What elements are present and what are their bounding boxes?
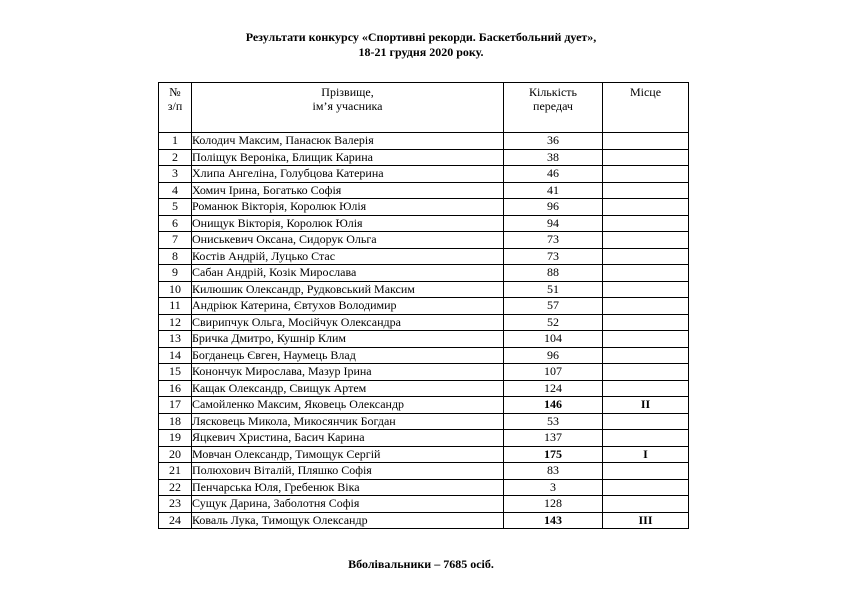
participant-names: Пенчарська Юля, Гребенюк Віка [192, 479, 504, 496]
table-row [159, 149, 689, 166]
table-row [159, 166, 689, 183]
header-name: Прізвище, ім’я учасника [192, 83, 504, 133]
participant-names: Ониськевич Оксана, Сидорук Ольга [192, 232, 504, 249]
pass-count: 73 [504, 232, 603, 249]
participant-names: Лясковець Микола, Микосянчик Богдан [192, 413, 504, 430]
table-row [159, 215, 689, 232]
participant-names: Колодич Максим, Панасюк Валерія [192, 133, 504, 150]
table-row [159, 133, 689, 150]
document-title [0, 30, 842, 60]
table-row [159, 298, 689, 315]
place-cell [603, 331, 689, 348]
row-number: 13 [159, 331, 192, 348]
row-number: 12 [159, 314, 192, 331]
pass-count: 36 [504, 133, 603, 150]
participant-names: Килюшик Олександр, Рудковський Максим [192, 281, 504, 298]
participant-names: Костів Андрій, Луцько Стас [192, 248, 504, 265]
place-cell [603, 380, 689, 397]
place-cell [603, 281, 689, 298]
row-number: 1 [159, 133, 192, 150]
row-number: 5 [159, 199, 192, 216]
place-cell [603, 463, 689, 480]
row-number: 11 [159, 298, 192, 315]
pass-count: 137 [504, 430, 603, 447]
place-cell [603, 182, 689, 199]
table-row [159, 364, 689, 381]
participant-names: Самойленко Максим, Яковець Олександр [192, 397, 504, 414]
place-cell [603, 166, 689, 183]
participant-names: Поліщук Вероніка, Блищик Карина [192, 149, 504, 166]
row-number: 6 [159, 215, 192, 232]
participant-names: Мовчан Олександр, Тимощук Сергій [192, 446, 504, 463]
pass-count: 51 [504, 281, 603, 298]
pass-count: 175 [504, 446, 603, 463]
table-row [159, 281, 689, 298]
row-number: 19 [159, 430, 192, 447]
pass-count: 88 [504, 265, 603, 282]
participant-names: Хомич Ірина, Богатько Софія [192, 182, 504, 199]
place-cell [603, 364, 689, 381]
header-num: № з/п [159, 83, 192, 133]
place-cell: ІІ [603, 397, 689, 414]
participant-names: Хлипа Ангеліна, Голубцова Катерина [192, 166, 504, 183]
place-cell [603, 232, 689, 249]
pass-count: 104 [504, 331, 603, 348]
row-number: 24 [159, 512, 192, 529]
row-number: 22 [159, 479, 192, 496]
place-cell: ІІІ [603, 512, 689, 529]
table-row [159, 446, 689, 463]
table-row [159, 430, 689, 447]
place-cell [603, 298, 689, 315]
participant-names: Сущук Дарина, Заболотня Софія [192, 496, 504, 513]
participant-names: Онищук Вікторія, Королюк Юлія [192, 215, 504, 232]
place-cell: І [603, 446, 689, 463]
row-number: 2 [159, 149, 192, 166]
row-number: 10 [159, 281, 192, 298]
pass-count: 83 [504, 463, 603, 480]
pass-count: 96 [504, 199, 603, 216]
pass-count: 53 [504, 413, 603, 430]
place-cell [603, 496, 689, 513]
row-number: 14 [159, 347, 192, 364]
pass-count: 124 [504, 380, 603, 397]
table-body [159, 133, 689, 529]
participant-names: Яцкевич Христина, Басич Карина [192, 430, 504, 447]
participant-names: Богданець Євген, Наумець Влад [192, 347, 504, 364]
participant-names: Кащак Олександр, Свищук Артем [192, 380, 504, 397]
results-table [158, 82, 689, 529]
row-number: 4 [159, 182, 192, 199]
row-number: 17 [159, 397, 192, 414]
place-cell [603, 430, 689, 447]
row-number: 7 [159, 232, 192, 249]
pass-count: 107 [504, 364, 603, 381]
participant-names: Свирипчук Ольга, Мосійчук Олександра [192, 314, 504, 331]
table-row [159, 512, 689, 529]
row-number: 20 [159, 446, 192, 463]
table-header-row [159, 83, 689, 133]
pass-count: 38 [504, 149, 603, 166]
place-cell [603, 215, 689, 232]
participant-names: Полюхович Віталій, Пляшко Софія [192, 463, 504, 480]
table-row [159, 496, 689, 513]
table-row [159, 182, 689, 199]
pass-count: 57 [504, 298, 603, 315]
pass-count: 94 [504, 215, 603, 232]
participant-names: Конончук Мирослава, Мазур Ірина [192, 364, 504, 381]
pass-count: 52 [504, 314, 603, 331]
participant-names: Андріюк Катерина, Євтухов Володимир [192, 298, 504, 315]
table-row [159, 331, 689, 348]
header-place: Місце [603, 83, 689, 133]
header-count: Кількість передач [504, 83, 603, 133]
title-line-1: Результати конкурсу «Спортивні рекорди. Баскетбольний дует», [245, 30, 597, 44]
pass-count: 46 [504, 166, 603, 183]
table-row [159, 479, 689, 496]
table-row [159, 248, 689, 265]
pass-count: 143 [504, 512, 603, 529]
table-row [159, 314, 689, 331]
place-cell [603, 413, 689, 430]
row-number: 15 [159, 364, 192, 381]
participant-names: Сабан Андрій, Козік Мирослава [192, 265, 504, 282]
pass-count: 73 [504, 248, 603, 265]
place-cell [603, 479, 689, 496]
spectators-note: Вболівальники – 7685 осіб. [348, 557, 494, 571]
row-number: 21 [159, 463, 192, 480]
place-cell [603, 248, 689, 265]
row-number: 16 [159, 380, 192, 397]
table-row [159, 265, 689, 282]
place-cell [603, 149, 689, 166]
participant-names: Романюк Вікторія, Королюк Юлія [192, 199, 504, 216]
place-cell [603, 133, 689, 150]
table-row [159, 397, 689, 414]
row-number: 8 [159, 248, 192, 265]
table-row [159, 380, 689, 397]
table-row [159, 232, 689, 249]
pass-count: 41 [504, 182, 603, 199]
row-number: 18 [159, 413, 192, 430]
place-cell [603, 347, 689, 364]
place-cell [603, 314, 689, 331]
title-line-2: 18-21 грудня 2020 року. [358, 45, 484, 59]
pass-count: 3 [504, 479, 603, 496]
place-cell [603, 199, 689, 216]
participant-names: Коваль Лука, Тимощук Олександр [192, 512, 504, 529]
pass-count: 146 [504, 397, 603, 414]
participant-names: Бричка Дмитро, Кушнір Клим [192, 331, 504, 348]
table-row [159, 199, 689, 216]
row-number: 23 [159, 496, 192, 513]
pass-count: 128 [504, 496, 603, 513]
table-row [159, 413, 689, 430]
row-number: 9 [159, 265, 192, 282]
pass-count: 96 [504, 347, 603, 364]
place-cell [603, 265, 689, 282]
table-row [159, 463, 689, 480]
table-row [159, 347, 689, 364]
row-number: 3 [159, 166, 192, 183]
